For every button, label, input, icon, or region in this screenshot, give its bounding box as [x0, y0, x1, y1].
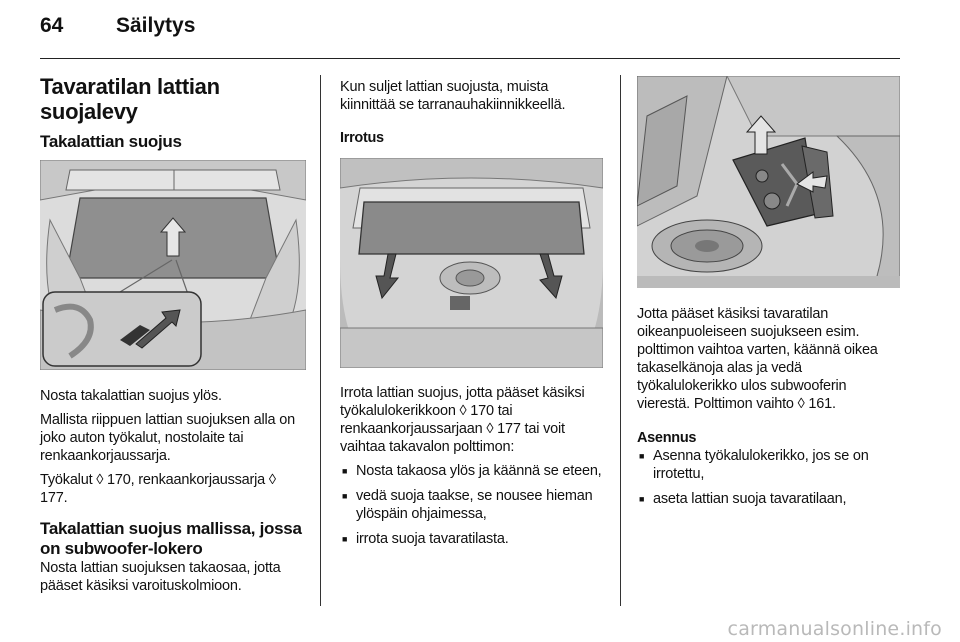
- column-right: [637, 70, 903, 515]
- page-number: 64: [40, 14, 64, 37]
- bullet-list: [340, 462, 603, 548]
- paragraph: Nosta takalattian suojus ylös.: [40, 388, 222, 404]
- section-subtitle: Takalattian suojus mallissa, jossa on subwoofer-lokero: [40, 519, 302, 558]
- paragraph: Mallista riippuen lattian suojuksen alla on joko auton työkalut, nostolaite tai renkaankorjaussarja.: [40, 412, 295, 464]
- figure-tool-tray-subwoofer: [637, 76, 900, 288]
- column-divider: [620, 75, 621, 606]
- header-divider: [40, 58, 900, 59]
- column-middle: [340, 70, 603, 555]
- bullet-list: [637, 447, 903, 508]
- watermark: carmanualsonline.info: [727, 618, 942, 640]
- paragraph: Irrota lattian suojus, jotta pääset käsiksi työkalulokerikkoon ◊ 170 tai renkaankorjaussarjaan ◊ 177 tai voit vaihtaa takavalon polttimon:: [340, 385, 585, 455]
- chapter-title: Säilytys: [116, 14, 196, 37]
- paragraph: Kun suljet lattian suojusta, muista kiinnittää se tarranauhakiinnikkeellä.: [340, 79, 566, 113]
- section-title: Tavaratilan lattian suojalevy: [40, 74, 220, 124]
- list-item: ■ Nosta takaosa ylös ja käännä se eteen,: [340, 462, 603, 480]
- subheading: Irrotus: [340, 130, 384, 146]
- figure-trunk-floor-cover: [40, 160, 306, 370]
- column-left: [40, 70, 306, 595]
- list-item: ■ aseta lattian suoja tavaratilaan,: [637, 490, 903, 508]
- paragraph: Työkalut ◊ 170, renkaankorjaussarja ◊ 177.: [40, 472, 276, 506]
- list-item: ■ vedä suoja taakse, se nousee hieman ylöspäin ohjaimessa,: [340, 487, 603, 523]
- figure-floor-cover-removal: [340, 158, 603, 368]
- paragraph: Jotta pääset käsiksi tavaratilan oikeanpuoleiseen suojukseen esim. polttimon vaihtoa varten, käännä oikea takaselkänoja alas ja vedä työkalulokerikko ulos subwooferin vierestä. Polttimon vaihto ◊ 161.: [637, 306, 878, 412]
- column-divider: [320, 75, 321, 606]
- list-item: ■ Asenna työkalulokerikko, jos se on irrotettu,: [637, 447, 903, 483]
- paragraph: Nosta lattian suojuksen takaosaa, jotta pääset käsiksi varoituskolmioon.: [40, 560, 281, 594]
- section-subtitle: Takalattian suojus: [40, 132, 182, 151]
- list-item: ■ irrota suoja tavaratilasta.: [340, 530, 603, 548]
- subheading: Asennus: [637, 430, 697, 446]
